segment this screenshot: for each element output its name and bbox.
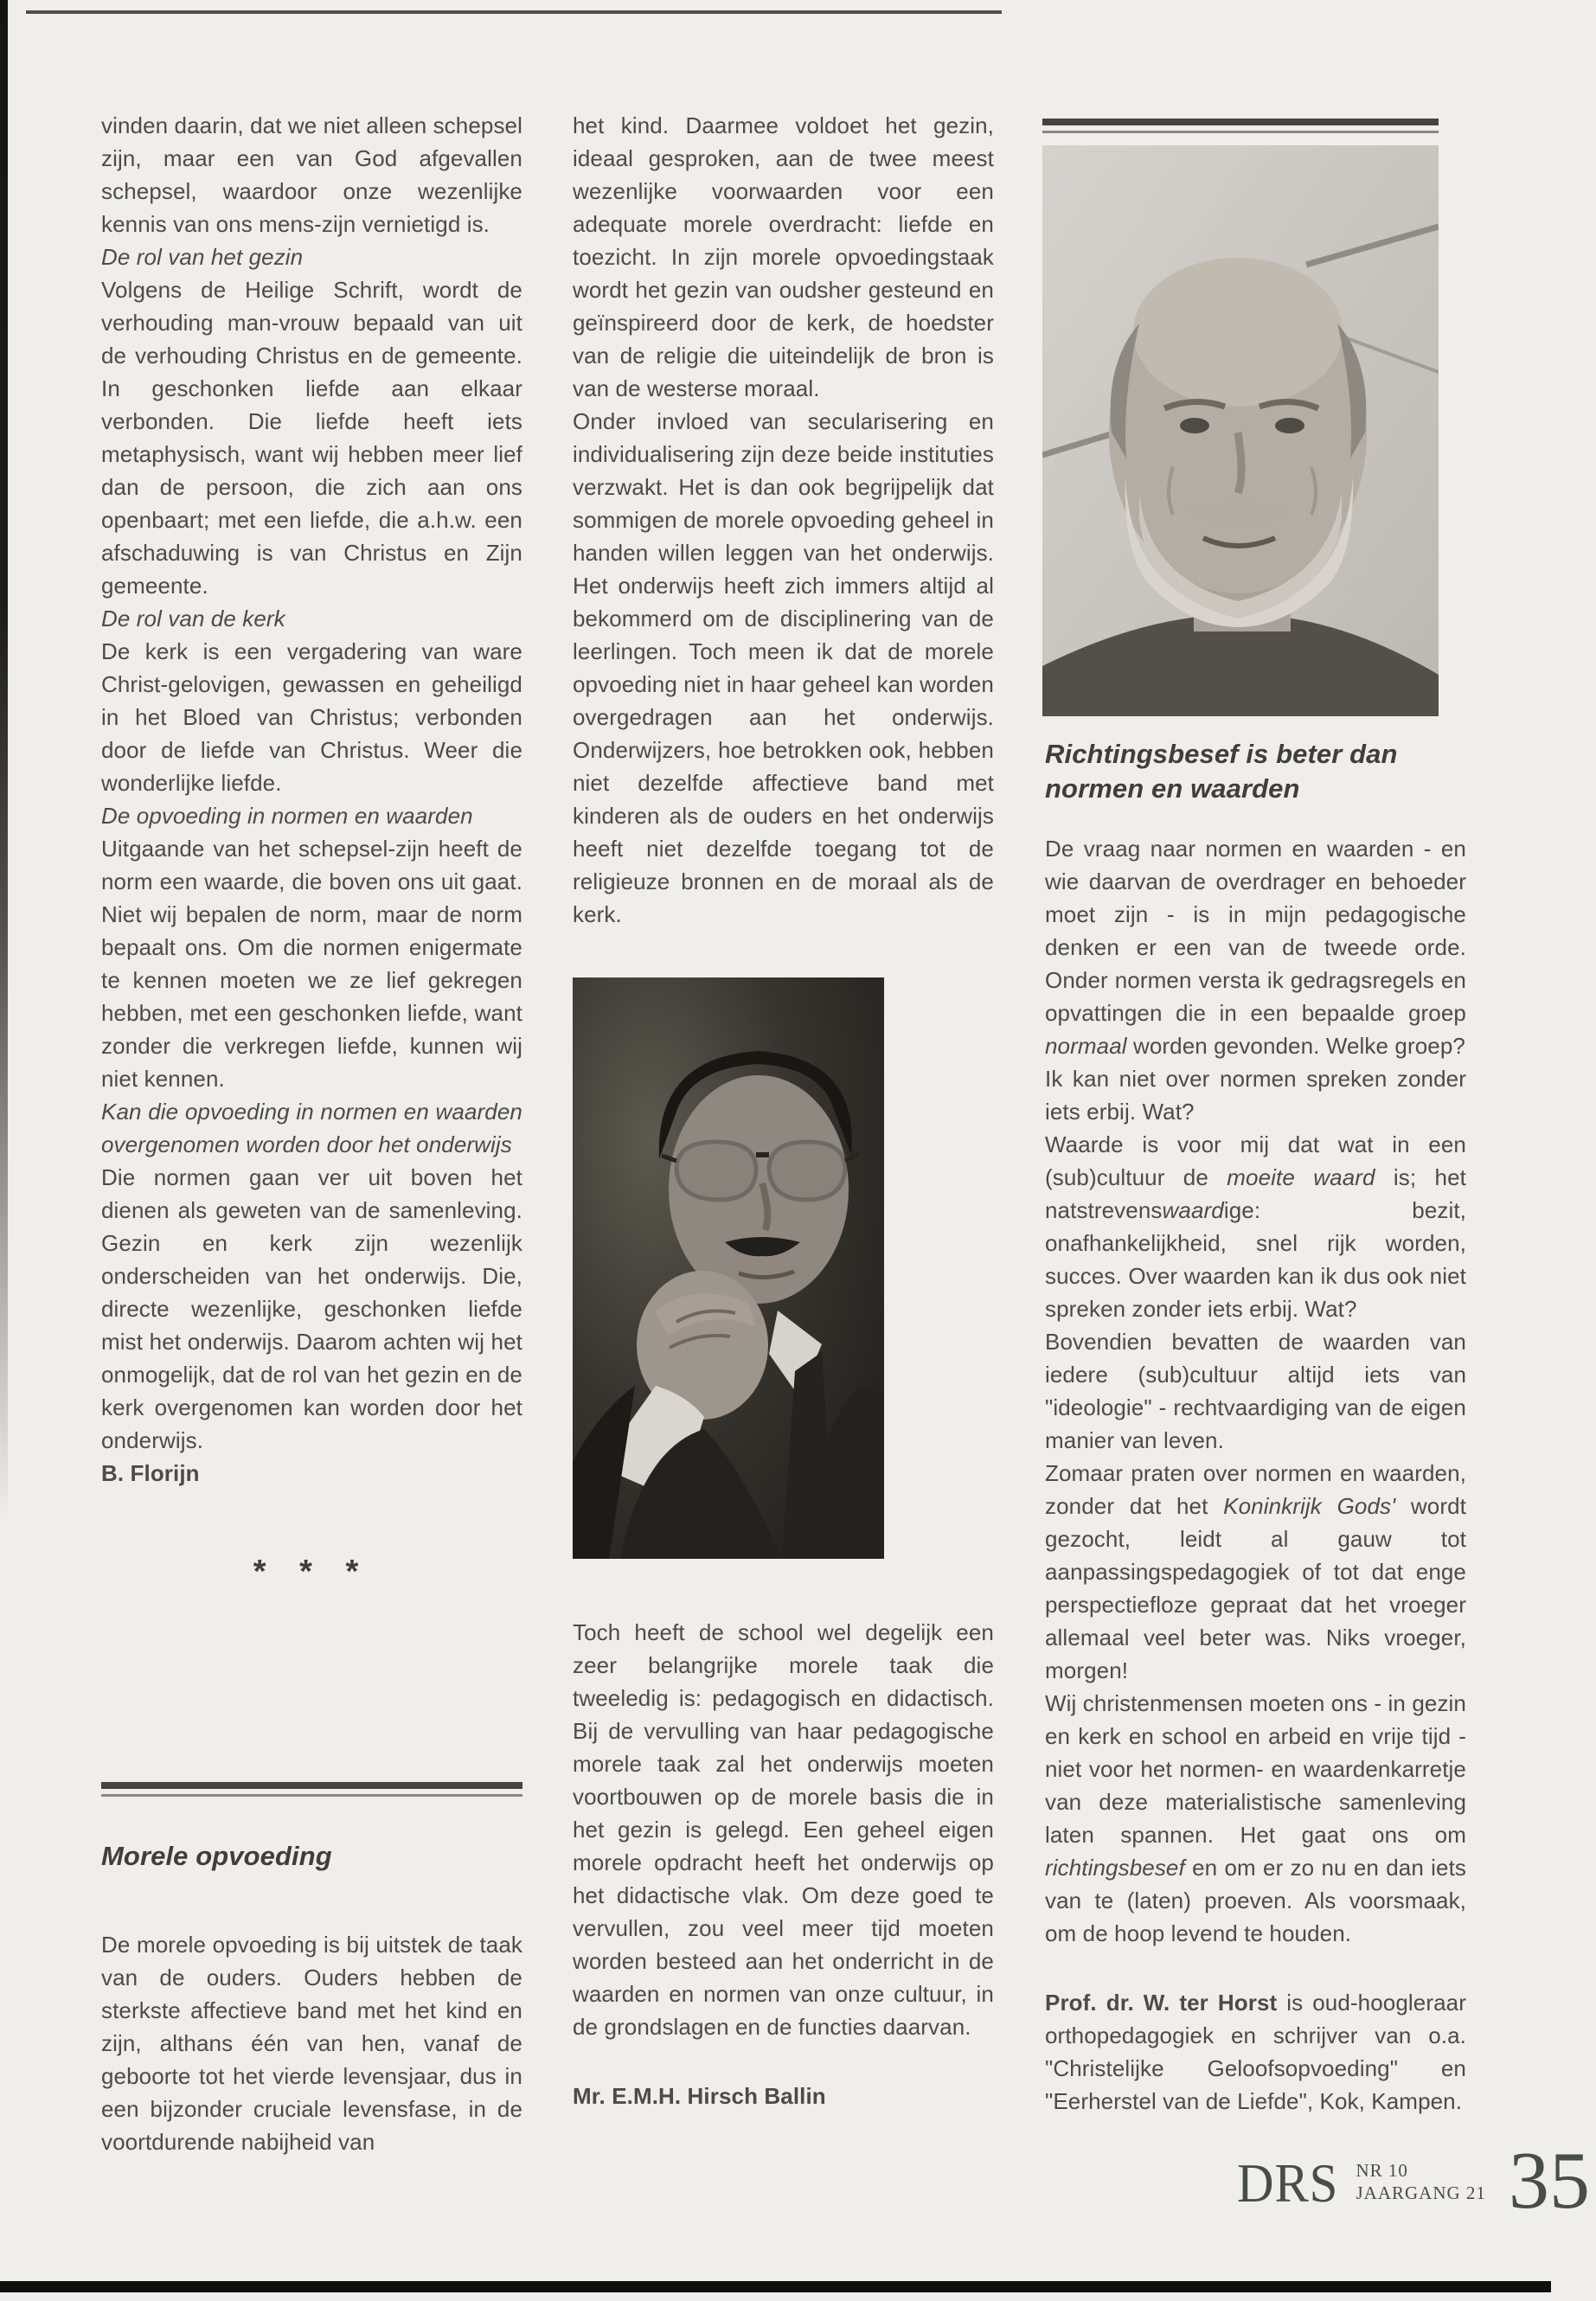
volume-label: JAARGANG 21 [1356, 2182, 1486, 2203]
portrait-photo-ter-horst [1042, 145, 1439, 716]
paragraph [1045, 1457, 1466, 1687]
paragraph: De morele opvoeding is bij uitstek de taak van de ouders. Ouders hebben de sterkste affectieve band met het kind en zijn, althans één van hen, vanaf de geboorte tot het vierde levensjaar, dus in een bijzonder cruciale levensfase, in de voortdurende nabijheid van [101, 1932, 522, 2155]
column-left-upper [101, 109, 522, 1588]
paragraph: vinden daarin, dat we niet alleen schepsel zijn, maar een van God afgevallen schepsel, waardoor onze wezenlijke kennis van ons mens-zijn vernietigd is. [101, 112, 522, 237]
paragraph: Uitgaande van het schepsel-zijn heeft de norm een waarde, die boven ons uit gaat. Niet wij bepalen de norm, maar de norm bepaalt ons. Om die normen enigermate te kennen moeten we ze lief gekregen hebben, met een geschonken liefde, want zonder die verkregen liefde, kunnen wij niet kennen. [101, 836, 522, 1092]
paragraph [1045, 1687, 1466, 1950]
article-title-richtingsbesef: Richtingsbesef is beter dan normen en waarden [1045, 739, 1398, 804]
bio-text: is oud-hoogleraar orthopedagogiek en schrijver van o.a. "Christelijke Geloofsopvoeding" en "Eerherstel van de Liefde", Kok, Kampen. [1045, 1990, 1466, 2114]
article-title-morele-opvoeding: Morele opvoeding [101, 1841, 332, 1871]
right-column-body [1045, 832, 1466, 2118]
portrait-photo-ter-horst-art [1042, 145, 1439, 716]
text-run: en om er zo nu en dan iets van te (laten) proeven. Als voorsmaak, om de hoop levend te houden. [1045, 1855, 1466, 1946]
emphasized-text: moeite waard [1227, 1164, 1375, 1190]
text-run: Wij christenmensen moeten ons - in gezin en kerk en school en arbeid en vrije tijd - niet voor het normen- en waardenkarretje van deze materialistische samenleving laten spannen. Het gaat ons om [1045, 1690, 1466, 1848]
subheading-opvoeding: De opvoeding in normen en waarden [101, 803, 473, 829]
paragraph [1045, 832, 1466, 1062]
emphasized-text: normaal [1045, 1033, 1127, 1059]
paragraph: Ik kan niet over normen spreken zonder iets erbij. Wat? [1045, 1066, 1466, 1125]
magazine-logo: DRS [1237, 2152, 1339, 2214]
bio-name: Prof. dr. W. ter Horst [1045, 1990, 1278, 2016]
author-hirsch-ballin: Mr. E.M.H. Hirsch Ballin [573, 2083, 826, 2109]
right-column-rule [1042, 119, 1439, 133]
text-run: wordt gezocht, leidt al gauw tot aanpassingspedagogiek of tot dat enge perspectiefloze gepraat dat het vroeger allemaal veel beter was. Niks vroeger, morgen! [1045, 1493, 1467, 1683]
paragraph: Onder invloed van secularisering en individualisering zijn deze beide instituties verzwakt. Het is dan ook begrijpelijk dat sommigen de morele opvoeding geheel in handen willen leggen van het onderwijs. Het onderwijs heeft zich immers altijd al bekommerd om de disciplinering van de leerlingen. Toch meen ik dat de morele opvoeding niet in haar geheel kan worden overgedragen aan het onderwijs. Onderwijzers, hoe betrokken ook, hebben niet dezelfde affectieve band met kinderen als de ouders en het onderwijs heeft niet dezelfde toegang tot de religieuze bronnen en de moraal als de kerk. [573, 408, 994, 927]
subheading-onderwijs-vraag: Kan die opvoeding in normen en waarden overgenomen worden door het onderwijs [101, 1099, 522, 1157]
issue-info [1356, 2159, 1486, 2204]
paragraph [1045, 1128, 1466, 1325]
magazine-footer [1237, 2136, 1590, 2226]
text-run: Waarde is voor mij dat wat in een (sub)cultuur de [1045, 1131, 1466, 1190]
portrait-photo-hirsch-ballin [573, 977, 884, 1559]
subheading-rol-gezin: De rol van het gezin [101, 244, 304, 270]
paragraph: Toch heeft de school wel degelijk een zeer belangrijke morele taak die tweeledig is: pedagogisch en didactisch. Bij de vervulling van haar pedagogische morele taak zal het onderwijs moeten voortbouwen op de morele basis die in het gezin is gelegd. Een geheel eigen morele opdracht heeft het onderwijs op het didactische vlak. Om deze goed te vervullen, zou veel meer tijd moeten worden besteed aan het onderricht in de waarden en normen van onze cultuur, in de grondslagen en de functies daarvan. [573, 1619, 994, 2040]
asterisk-divider: * * * [253, 1554, 371, 1590]
top-hairline [26, 10, 1002, 14]
paragraph: De kerk is een vergadering van ware Christ-gelovigen, gewassen en geheiligd in het Bloed van Christus; verbonden door de liefde van Christus. Weer die wonderlijke liefde. [101, 638, 522, 796]
paragraph: Die normen gaan ver uit boven het dienen als geweten van de samenleving. Gezin en kerk zijn wezenlijk onderscheiden van het onderwijs. Die, directe wezenlijke, geschonken liefde mist het onderwijs. Daarom achten wij het onmogelijk, dat de rol van het gezin en de kerk overgenomen kan worden door het onderwijs. [101, 1164, 522, 1453]
paragraph: Volgens de Heilige Schrift, wordt de verhouding man-vrouw bepaald van uit de verhouding Christus en de gemeente. In geschonken liefde aan elkaar verbonden. Die liefde heeft iets metaphysisch, want wij hebben meer lief dan de persoon, die zich aan ons openbaart; met een liefde, die a.h.w. een afschaduwing is van Christus en Zijn gemeente. [101, 277, 522, 599]
text-run: De vraag naar normen en waarden - en wie daarvan de overdrager en behoeder moet zijn - is in mijn pedagogische denken er een van de tweede orde. Onder normen versta ik gedragsregels en opvattingen die in een bepaalde groep [1045, 836, 1466, 1026]
author-florijn: B. Florijn [101, 1460, 200, 1486]
column-middle-lower [573, 1616, 994, 2112]
issue-number: NR 10 [1356, 2160, 1408, 2181]
section-rule-thick [101, 1782, 522, 1789]
emphasized-text: richtingsbesef [1045, 1855, 1185, 1881]
right-rule-thin [1042, 131, 1439, 133]
page-number: 35 [1508, 2136, 1590, 2226]
text-run: ige: bezit, onafhankelijkheid, snel rijk worden, succes. Over waarden kan ik dus ook niet spreken zonder iets erbij. Wat? [1045, 1197, 1466, 1322]
column-middle-upper [573, 109, 994, 931]
subheading-rol-kerk: De rol van de kerk [101, 606, 285, 631]
section-rule-thin [101, 1794, 522, 1797]
author-bio-ter-horst [1045, 1986, 1466, 2118]
paragraph: Bovendien bevatten de waarden van iedere (sub)cultuur altijd iets van "ideologie" - rechtvaardiging van de eigen manier van leven. [1045, 1329, 1466, 1453]
emphasized-text: Koninkrijk Gods' [1223, 1493, 1396, 1519]
paragraph: het kind. Daarmee voldoet het gezin, ideaal gesproken, aan de twee meest wezenlijke voorwaarden voor een adequate morele overdracht: liefde en toezicht. In zijn morele opvoedingstaak wordt het gezin van oudsher gesteund en geïnspireerd door de kerk, de hoedster van de religie die uiteindelijk de bron is van de westerse moraal. [573, 112, 994, 401]
scan-edge-artifact [0, 0, 8, 1522]
column-right [1045, 737, 1466, 2118]
bottom-page-bar [0, 2281, 1551, 2292]
text-run: worden gevonden. Welke groep? [1126, 1033, 1465, 1059]
right-rule-thick [1042, 119, 1439, 125]
text-run: is; het natstrevens [1045, 1164, 1466, 1223]
text-run: Zomaar praten over normen en waarden, zonder dat het [1045, 1460, 1466, 1519]
column-left-lower [101, 1782, 522, 2158]
emphasized-text: waard [1162, 1197, 1224, 1223]
portrait-photo-hirsch-ballin-art [573, 977, 884, 1559]
